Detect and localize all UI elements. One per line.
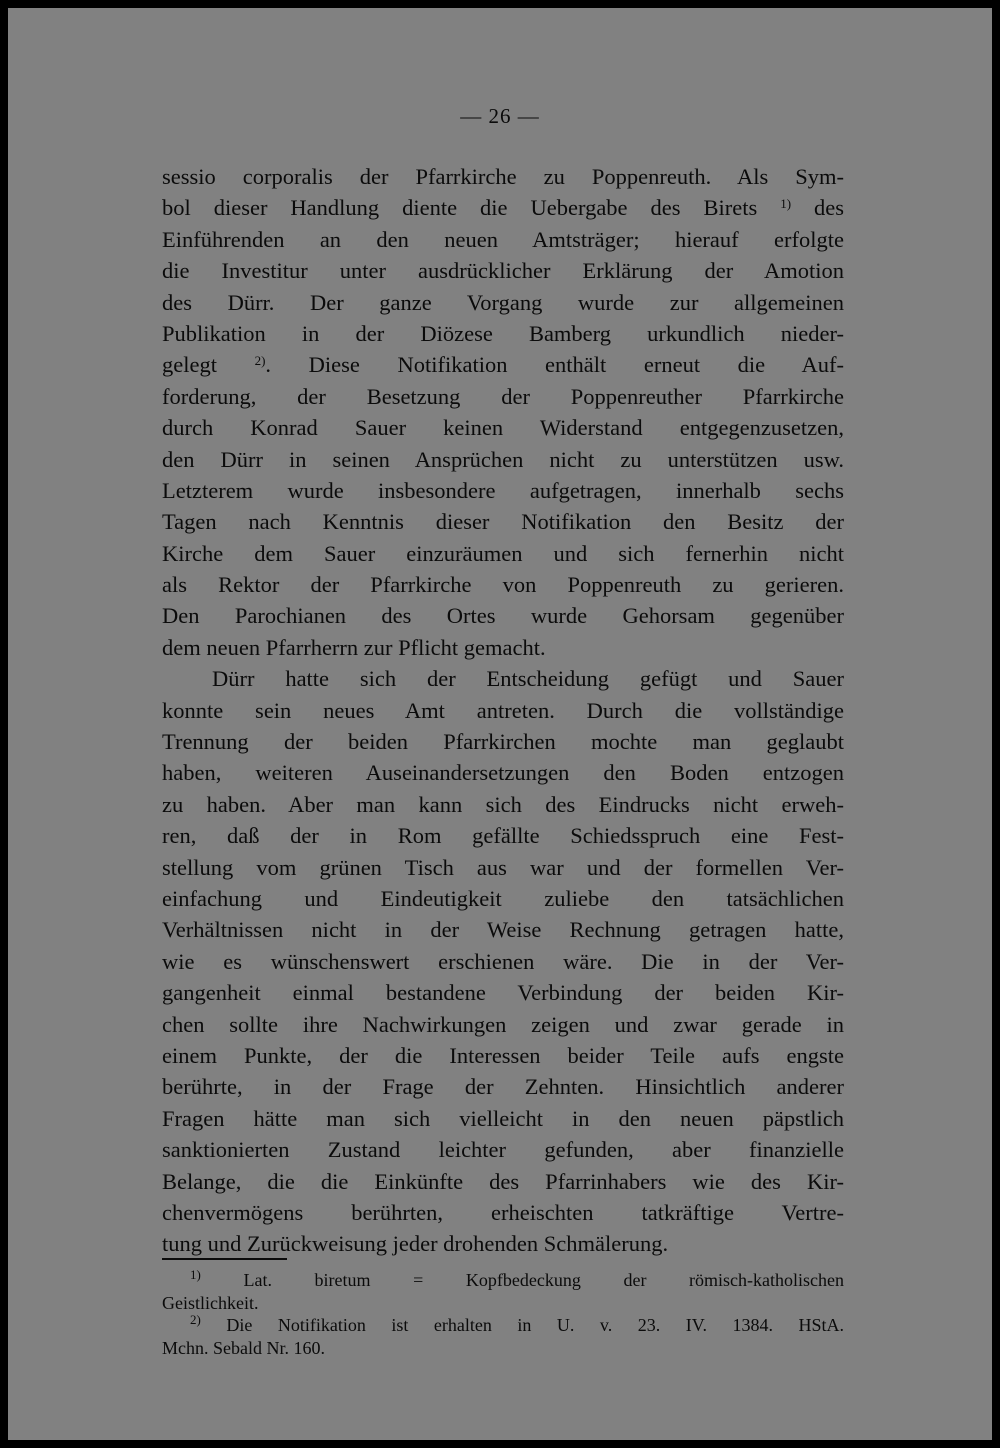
text-line: haben, weiteren Auseinandersetzungen den Boden entzogen bbox=[162, 760, 844, 786]
footnote-text: Die Notifikation ist erhalten in U. v. 23. IV. 1384. HStA. bbox=[226, 1315, 845, 1335]
text-line: forderung, der Besetzung der Poppenreuther Pfarrkirche bbox=[162, 383, 844, 409]
text-line: sessio corporalis der Pfarrkirche zu Poppenreuth. Als Sym- bbox=[162, 164, 844, 189]
text-line: Trennung der beiden Pfarrkirchen mochte man geglaubt bbox=[162, 729, 844, 755]
text-line: die Investitur unter ausdrücklicher Erklärung der Amotion bbox=[162, 258, 844, 284]
footnote-text: Lat. biretum = Kopfbedeckung der römisch-katholischen bbox=[243, 1270, 845, 1290]
text-line: Dürr hatte sich der Entscheidung gefügt und Sauer bbox=[212, 666, 844, 692]
text-line: zu haben. Aber man kann sich des Eindrucks nicht erweh- bbox=[162, 791, 844, 817]
page-number: — 26 — bbox=[460, 104, 540, 128]
footnote-2 bbox=[162, 1314, 844, 1337]
text-line: chenvermögens berührten, erheischten tatkräftige Vertre- bbox=[162, 1199, 844, 1225]
text-line: wie es wünschenswert erschienen wäre. Die in der Ver- bbox=[162, 948, 844, 974]
text-segment: gelegt bbox=[162, 352, 217, 378]
text-line bbox=[162, 192, 844, 223]
text-line: einem Punkte, der die Interessen beider Teile aufs engste bbox=[162, 1042, 844, 1068]
text-line: Publikation in der Diözese Bamberg urkundlich nieder- bbox=[162, 320, 844, 346]
text-line: Letzterem wurde insbesondere aufgetragen, innerhalb sechs bbox=[162, 477, 844, 503]
text-line: als Rektor der Pfarrkirche von Poppenreuth zu gerieren. bbox=[162, 572, 844, 598]
text-line: berührte, in der Frage der Zehnten. Hinsichtlich anderer bbox=[162, 1074, 844, 1100]
text-line: Fragen hätte man sich vielleicht in den neuen päpstlich bbox=[162, 1105, 844, 1131]
text-line bbox=[162, 349, 844, 380]
footnote-2-cont: Mchn. Sebald Nr. 160. bbox=[162, 1337, 325, 1358]
text-line: durch Konrad Sauer keinen Widerstand entgegenzusetzen, bbox=[162, 415, 844, 441]
footnote-1-cont: Geistlichkeit. bbox=[162, 1292, 259, 1313]
book-page bbox=[8, 8, 992, 1440]
footnotes bbox=[162, 1269, 844, 1359]
footnote-ref-1: 1) bbox=[780, 196, 792, 212]
footnote-marker: 1) bbox=[190, 1267, 201, 1282]
text-line: tung und Zurückweisung jeder drohenden Schmälerung. bbox=[162, 1231, 669, 1257]
footnote-marker: 2) bbox=[190, 1312, 201, 1327]
text-line: konnte sein neues Amt antreten. Durch die vollständige bbox=[162, 697, 844, 723]
text-line: Belange, die die Einkünfte des Pfarrinhabers wie des Kir- bbox=[162, 1168, 844, 1194]
text-segment: bol dieser Handlung diente die Uebergabe des Birets bbox=[162, 195, 758, 221]
text-segment: . Diese Notifikation enthält erneut die Auf- bbox=[265, 352, 844, 378]
text-line: den Dürr in seinen Ansprüchen nicht zu unterstützen usw. bbox=[162, 446, 844, 472]
main-text bbox=[162, 161, 844, 1260]
text-line: sanktionierten Zustand leichter gefunden, aber finanzielle bbox=[162, 1137, 844, 1163]
text-line: einfachung und Eindeutigkeit zuliebe den tatsächlichen bbox=[162, 885, 844, 911]
footnote-1 bbox=[162, 1269, 844, 1292]
text-line: chen sollte ihre Nachwirkungen zeigen und zwar gerade in bbox=[162, 1011, 844, 1037]
footnote-divider bbox=[162, 1258, 287, 1260]
text-line: dem neuen Pfarrherrn zur Pflicht gemacht. bbox=[162, 634, 546, 660]
footnote-ref-2: 2) bbox=[254, 353, 266, 369]
text-line: Verhältnissen nicht in der Weise Rechnung getragen hatte, bbox=[162, 917, 844, 943]
text-line: Tagen nach Kenntnis dieser Notifikation den Besitz der bbox=[162, 509, 844, 535]
text-line: Den Parochianen des Ortes wurde Gehorsam gegenüber bbox=[162, 603, 844, 629]
text-segment: des bbox=[814, 195, 844, 221]
text-line: gangenheit einmal bestandene Verbindung der beiden Kir- bbox=[162, 980, 844, 1006]
text-line: ren, daß der in Rom gefällte Schiedsspruch eine Fest- bbox=[162, 823, 844, 849]
text-line: stellung vom grünen Tisch aus war und der formellen Ver- bbox=[162, 854, 844, 880]
text-line: Einführenden an den neuen Amtsträger; hierauf erfolgte bbox=[162, 226, 844, 252]
text-line: Kirche dem Sauer einzuräumen und sich fernerhin nicht bbox=[162, 540, 844, 566]
text-line: des Dürr. Der ganze Vorgang wurde zur allgemeinen bbox=[162, 289, 844, 315]
